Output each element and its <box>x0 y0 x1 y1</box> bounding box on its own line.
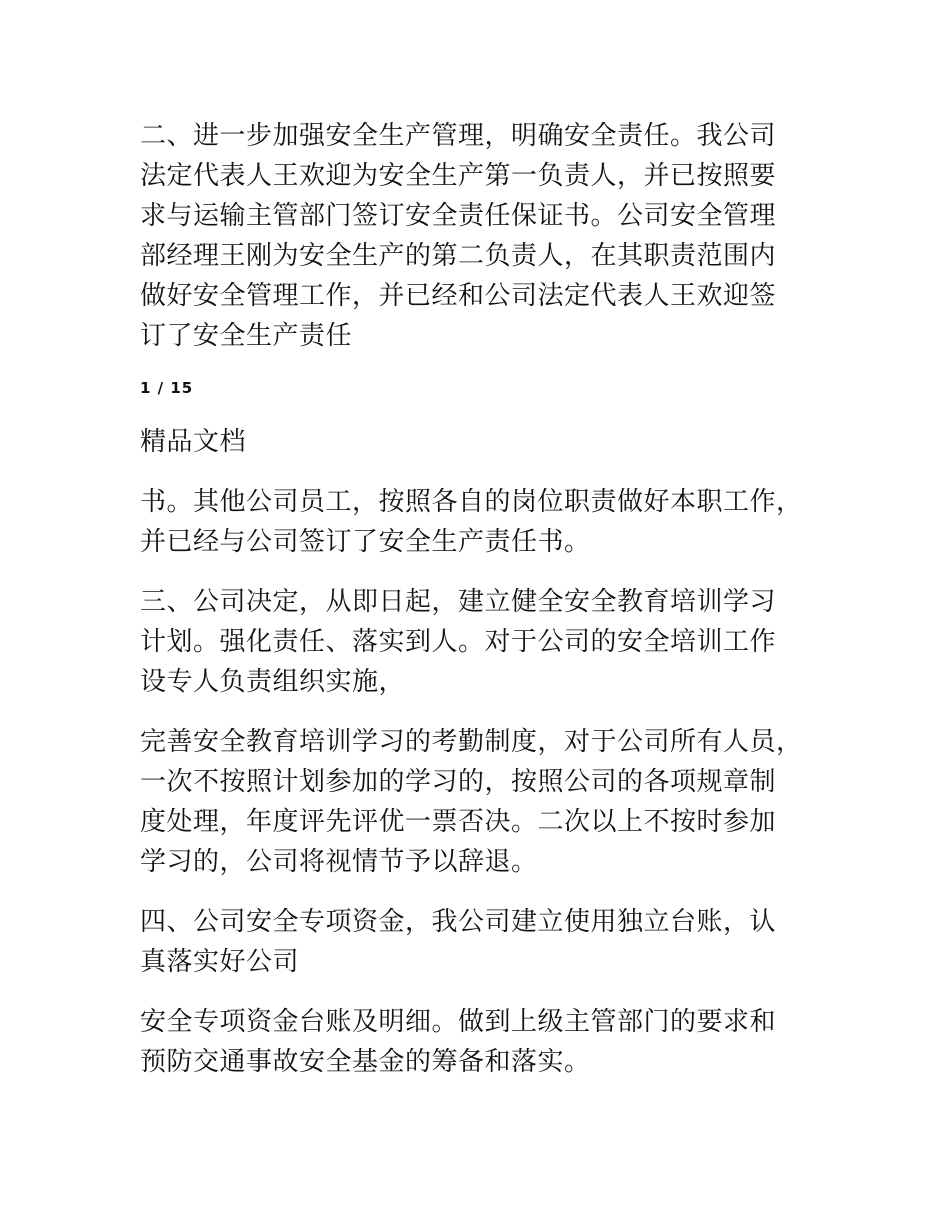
text-line: 并已经与公司签订了安全生产责任书。 <box>140 527 591 557</box>
text-line: 一次不按照计划参加的学习的，按照公司的各项规章制 <box>140 767 777 797</box>
paragraph-5 <box>140 902 820 982</box>
text-line: 度处理，年度评先评优一票否决。二次以上不按时参加 <box>140 807 777 837</box>
text-line: 部经理王刚为安全生产的第二负责人，在其职责范围内 <box>140 241 777 271</box>
paragraph-4 <box>140 722 820 882</box>
paragraph-6 <box>140 1002 820 1082</box>
text-line: 求与运输主管部门签订安全责任保证书。公司安全管理 <box>140 201 777 231</box>
text-line: 四、公司安全专项资金，我公司建立使用独立台账，认 <box>140 907 777 937</box>
text-line: 预防交通事故安全基金的筹备和落实。 <box>140 1047 591 1077</box>
paragraph-2 <box>140 482 820 562</box>
text-line: 法定代表人王欢迎为安全生产第一负责人，并已按照要 <box>140 161 777 191</box>
text-line: 二、进一步加强安全生产管理，明确安全责任。我公司 <box>140 121 777 151</box>
text-line: 书。其他公司员工，按照各自的岗位职责做好本职工作， <box>140 487 803 517</box>
page-title: 精品文档 <box>140 427 247 457</box>
paragraph-1 <box>140 116 820 356</box>
text-line: 做好安全管理工作，并已经和公司法定代表人王欢迎签 <box>140 281 777 311</box>
text-line: 订了安全生产责任 <box>140 321 353 351</box>
text-line: 完善安全教育培训学习的考勤制度，对于公司所有人员， <box>140 727 803 757</box>
header-title <box>140 422 820 462</box>
paragraph-3 <box>140 582 820 702</box>
text-line: 真落实好公司 <box>140 947 300 977</box>
page-number: 1 / 15 <box>140 379 194 397</box>
text-line: 三、公司决定，从即日起，建立健全安全教育培训学习 <box>140 587 777 617</box>
text-line: 计划。强化责任、落实到人。对于公司的安全培训工作 <box>140 627 777 657</box>
text-line: 学习的，公司将视情节予以辞退。 <box>140 847 538 877</box>
text-line: 设专人负责组织实施， <box>140 667 406 697</box>
text-line: 安全专项资金台账及明细。做到上级主管部门的要求和 <box>140 1007 777 1037</box>
